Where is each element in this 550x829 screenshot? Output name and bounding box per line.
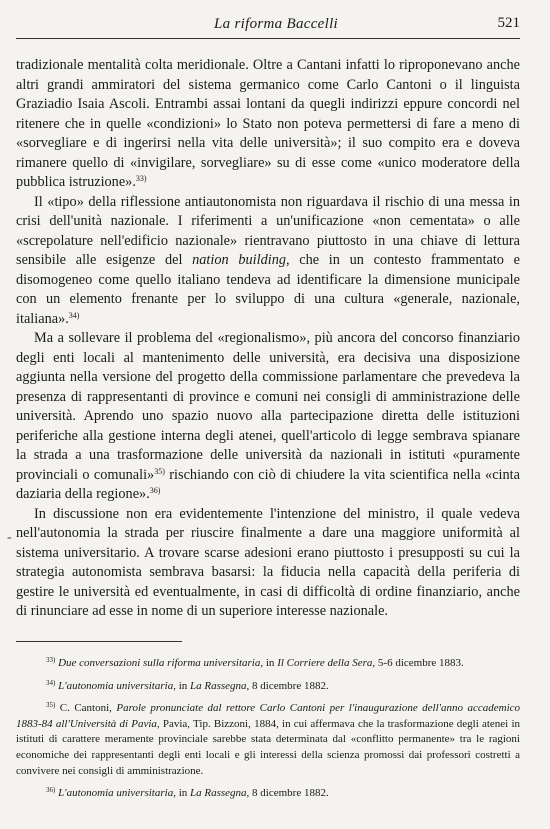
- footnote-34-end: , 8 dicembre 1882.: [246, 679, 329, 692]
- paragraph-2-text-a: Il «tipo» della riflessione antiautonomista non riguardava il rischio di una messa in crisi dell'unità nazionale. I riferimenti a un'unificazione «non cementata» o alle «screpolature nell'edificio nazionale» rientravano piuttosto in una chiave di lettura sensibile alle esigenze del: [16, 193, 520, 268]
- footnote-36-title: L'autonomia universitaria: [58, 787, 174, 800]
- footnote-36-end: , 8 dicembre 1882.: [246, 787, 329, 800]
- main-text: [16, 56, 520, 622]
- note-ref-36: 36): [149, 486, 161, 495]
- footnote-35-end: , Pavia, Tip. Bizzoni, 1884, in cui affermava che la trasformazione degli atenei in istituti di carattere meramente provinciale sarebbe stata determinata dal «conflitto permanente» tra le ragioni economiche dei rappresentanti degli enti locali e gli interessi della scienza promossi dai professori costretti a convivere nei consigli di amministrazione.: [16, 717, 521, 777]
- footnote-35-title: Parole pronunciate dal rettore Carlo Cantoni per l'inaugurazione dell'anno accademico 1883-84 all'Università di Pavia: [16, 702, 521, 730]
- note-ref-35: 35): [154, 466, 165, 476]
- paragraph-4: [16, 505, 520, 622]
- footnote-33-end: , 5-6 dicembre 1883.: [372, 657, 464, 669]
- footnote-36-mid: , in: [173, 787, 191, 800]
- footnote-36: [16, 786, 520, 802]
- footnote-35-author: C. Cantoni,: [59, 702, 117, 715]
- footnote-36-number: 36): [46, 786, 56, 795]
- note-ref-34: 34): [68, 310, 80, 320]
- paragraph-3-text-a: Ma a sollevare il problema del «regionalismo», più ancora del concorso finanziario degli enti locali al mantenimento delle università, era decisiva una disposizione aggiunta nella versione del progetto della commissione parlamentare che prevedeva la presenza di rappresentanti di province e comuni nei consigli di amministrazione delle università. Aprendo uno spazio nuovo alla partecipazione diretta delle istituzioni periferiche alla gestione interna degli atenei, quell'articolo di legge sembrava spianare la strada a una trasformazione delle università da nazionali in istituti «puramente provinciali o comunali»: [16, 330, 520, 483]
- footnote-34-number: 34): [46, 678, 56, 687]
- paragraph-2-emphasis: nation building: [192, 252, 286, 268]
- footnote-34-title: L'autonomia universitaria: [58, 679, 174, 692]
- note-ref-33: 33): [135, 174, 147, 183]
- footnote-34-journal: La Rassegna: [190, 679, 247, 692]
- paragraph-2: [16, 193, 520, 330]
- footnote-33-mid: , in: [260, 657, 278, 669]
- footnote-34: [16, 679, 520, 695]
- margin-mark: -: [7, 530, 12, 545]
- footnote-33-title: Due conversazioni sulla riforma universitaria: [58, 657, 261, 669]
- running-head: La riforma Baccelli: [214, 16, 339, 32]
- footnote-35: [16, 701, 520, 779]
- footnote-33: [16, 656, 520, 672]
- footnote-separator: [16, 641, 182, 642]
- paragraph-3: [16, 329, 520, 505]
- footnote-36-journal: La Rassegna: [190, 787, 247, 800]
- footnote-33-journal: Il Corriere della Sera: [277, 657, 373, 669]
- paragraph-3-text-b: rischiando con ciò di chiudere la vita scientifica nella «cinta daziaria della regione».: [16, 466, 520, 502]
- paragraph-2-text-b: , che in un contesto frammentato e disomogeneo come quello italiano tendeva ad identificare la dimensione municipale con un elemento frenante per lo sviluppo di una cultura «generale, nazionale, italiana».: [16, 252, 520, 327]
- page-header: [16, 16, 520, 39]
- paragraph-1-text: tradizionale mentalità colta meridionale. Oltre a Cantani infatti lo riproponevano anche altri grandi ammiratori del sistema germanico come Carlo Cantoni o il linguista Graziadio Isaia Ascoli. Entrambi assai lontani da quegli indirizzi eppure concordi nel ritenere che in quelle «condizioni» lo Stato non poteva permettersi di fare a meno di «sorvegliare e di ingerirsi nella vita delle università»; il suo compito era e doveva rimanere quello di «invigilare, sorvegliare» su di esse come «unico moderatore della pubblica istruzione».: [16, 57, 520, 190]
- paragraph-1: [16, 56, 520, 193]
- footnote-34-mid: , in: [173, 679, 191, 692]
- footnotes: [16, 656, 520, 802]
- paragraph-4-text: In discussione non era evidentemente l'intenzione del ministro, il quale vedeva nell'autonomia la strada per riuscire finalmente a dare una maggiore uniformità al sistema universitario. A trovare scarse adesioni erano piuttosto i presupposti su cui la strategia autonomista sembrava basarsi: la fiducia nella capacità della periferia di gestire le università ed eventualmente, in casi di difficoltà di ordine finanziario, anche di rinunciare ad esse in nome di un superiore interesse nazionale.: [16, 505, 520, 619]
- footnote-33-number: 33): [46, 656, 56, 664]
- footnote-35-number: 35): [46, 701, 56, 710]
- page-number: 521: [497, 15, 520, 31]
